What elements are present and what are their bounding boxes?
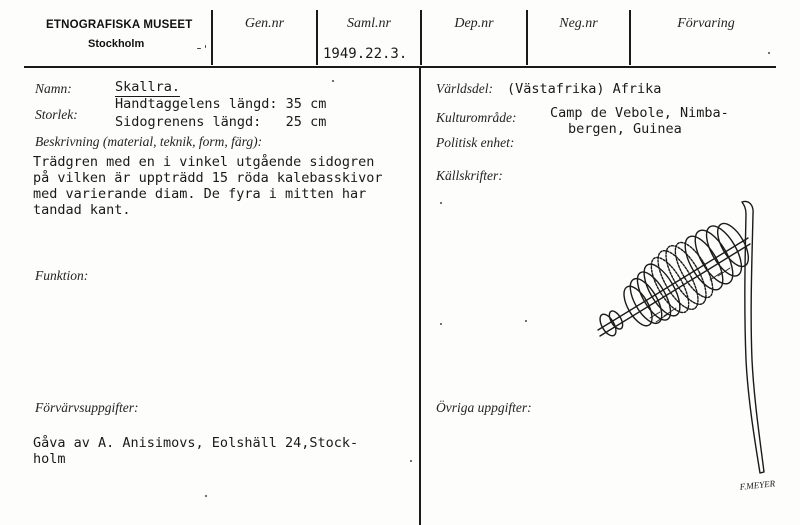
dep-nr-label: Dep.nr bbox=[454, 16, 494, 31]
saml-nr-label: Saml.nr bbox=[347, 16, 391, 31]
beskrivning-line: Trädgren med en i vinkel utgående sidogren bbox=[33, 154, 375, 170]
beskrivning-label: Beskrivning (material, teknik, form, färg): bbox=[35, 134, 263, 149]
header-divider bbox=[629, 10, 631, 65]
header-divider bbox=[211, 10, 213, 65]
kulturomrade-label: Kulturområde: bbox=[436, 110, 517, 125]
column-divider bbox=[419, 66, 421, 525]
speck bbox=[440, 202, 442, 204]
speck bbox=[205, 495, 207, 497]
forvarv-label: Förvärvsuppgifter: bbox=[35, 400, 139, 415]
speck bbox=[332, 80, 334, 82]
storlek-label: Storlek: bbox=[35, 107, 78, 122]
header-divider bbox=[316, 10, 318, 65]
forvaring-label: Förvaring bbox=[677, 16, 735, 31]
header-divider bbox=[420, 10, 422, 65]
saml-nr-value: 1949.22.3. bbox=[323, 46, 408, 62]
header-divider bbox=[526, 10, 528, 65]
forvarv-line: holm bbox=[33, 451, 66, 467]
header-rule bbox=[24, 66, 776, 68]
kulturomrade-line: bergen, Guinea bbox=[568, 121, 682, 137]
beskrivning-line: på vilken är uppträdd 15 röda kalebasskivor bbox=[33, 170, 383, 186]
speck bbox=[768, 52, 770, 54]
neg-nr-label: Neg.nr bbox=[559, 16, 598, 31]
storlek-line-1: Handtaggelens längd: 35 cm bbox=[115, 96, 327, 112]
museum-city: Stockholm bbox=[88, 38, 145, 50]
speck bbox=[525, 320, 527, 322]
varldsdel-label: Världsdel: bbox=[436, 81, 493, 96]
signature: F.MEYER bbox=[739, 478, 776, 492]
speck bbox=[440, 323, 442, 325]
forvarv-line: Gåva av A. Anisimovs, Eolshäll 24,Stock- bbox=[33, 435, 359, 451]
namn-label: Namn: bbox=[35, 81, 72, 96]
rattle-drawing bbox=[590, 190, 790, 510]
ovriga-uppgifter-label: Övriga uppgifter: bbox=[436, 400, 532, 415]
varldsdel-value: (Västafrika) Afrika bbox=[507, 81, 662, 97]
namn-value: Skallra. bbox=[115, 79, 181, 95]
funktion-label: Funktion: bbox=[35, 268, 89, 283]
gen-nr-label: Gen.nr bbox=[244, 16, 285, 31]
museum-name: ETNOGRAFISKA MUSEET bbox=[46, 19, 193, 31]
beskrivning-line: tandad kant. bbox=[33, 202, 131, 218]
beskrivning-line: med varierande diam. De fyra i mitten har bbox=[33, 186, 367, 202]
speck bbox=[205, 45, 206, 48]
speck bbox=[197, 48, 201, 49]
kulturomrade-line: Camp de Vebole, Nimba- bbox=[550, 105, 729, 121]
speck bbox=[410, 460, 412, 462]
kallskrifter-label: Källskrifter: bbox=[436, 168, 503, 183]
storlek-line-2: Sidogrenens längd: 25 cm bbox=[115, 114, 327, 130]
politisk-enhet-label: Politisk enhet: bbox=[436, 135, 515, 150]
